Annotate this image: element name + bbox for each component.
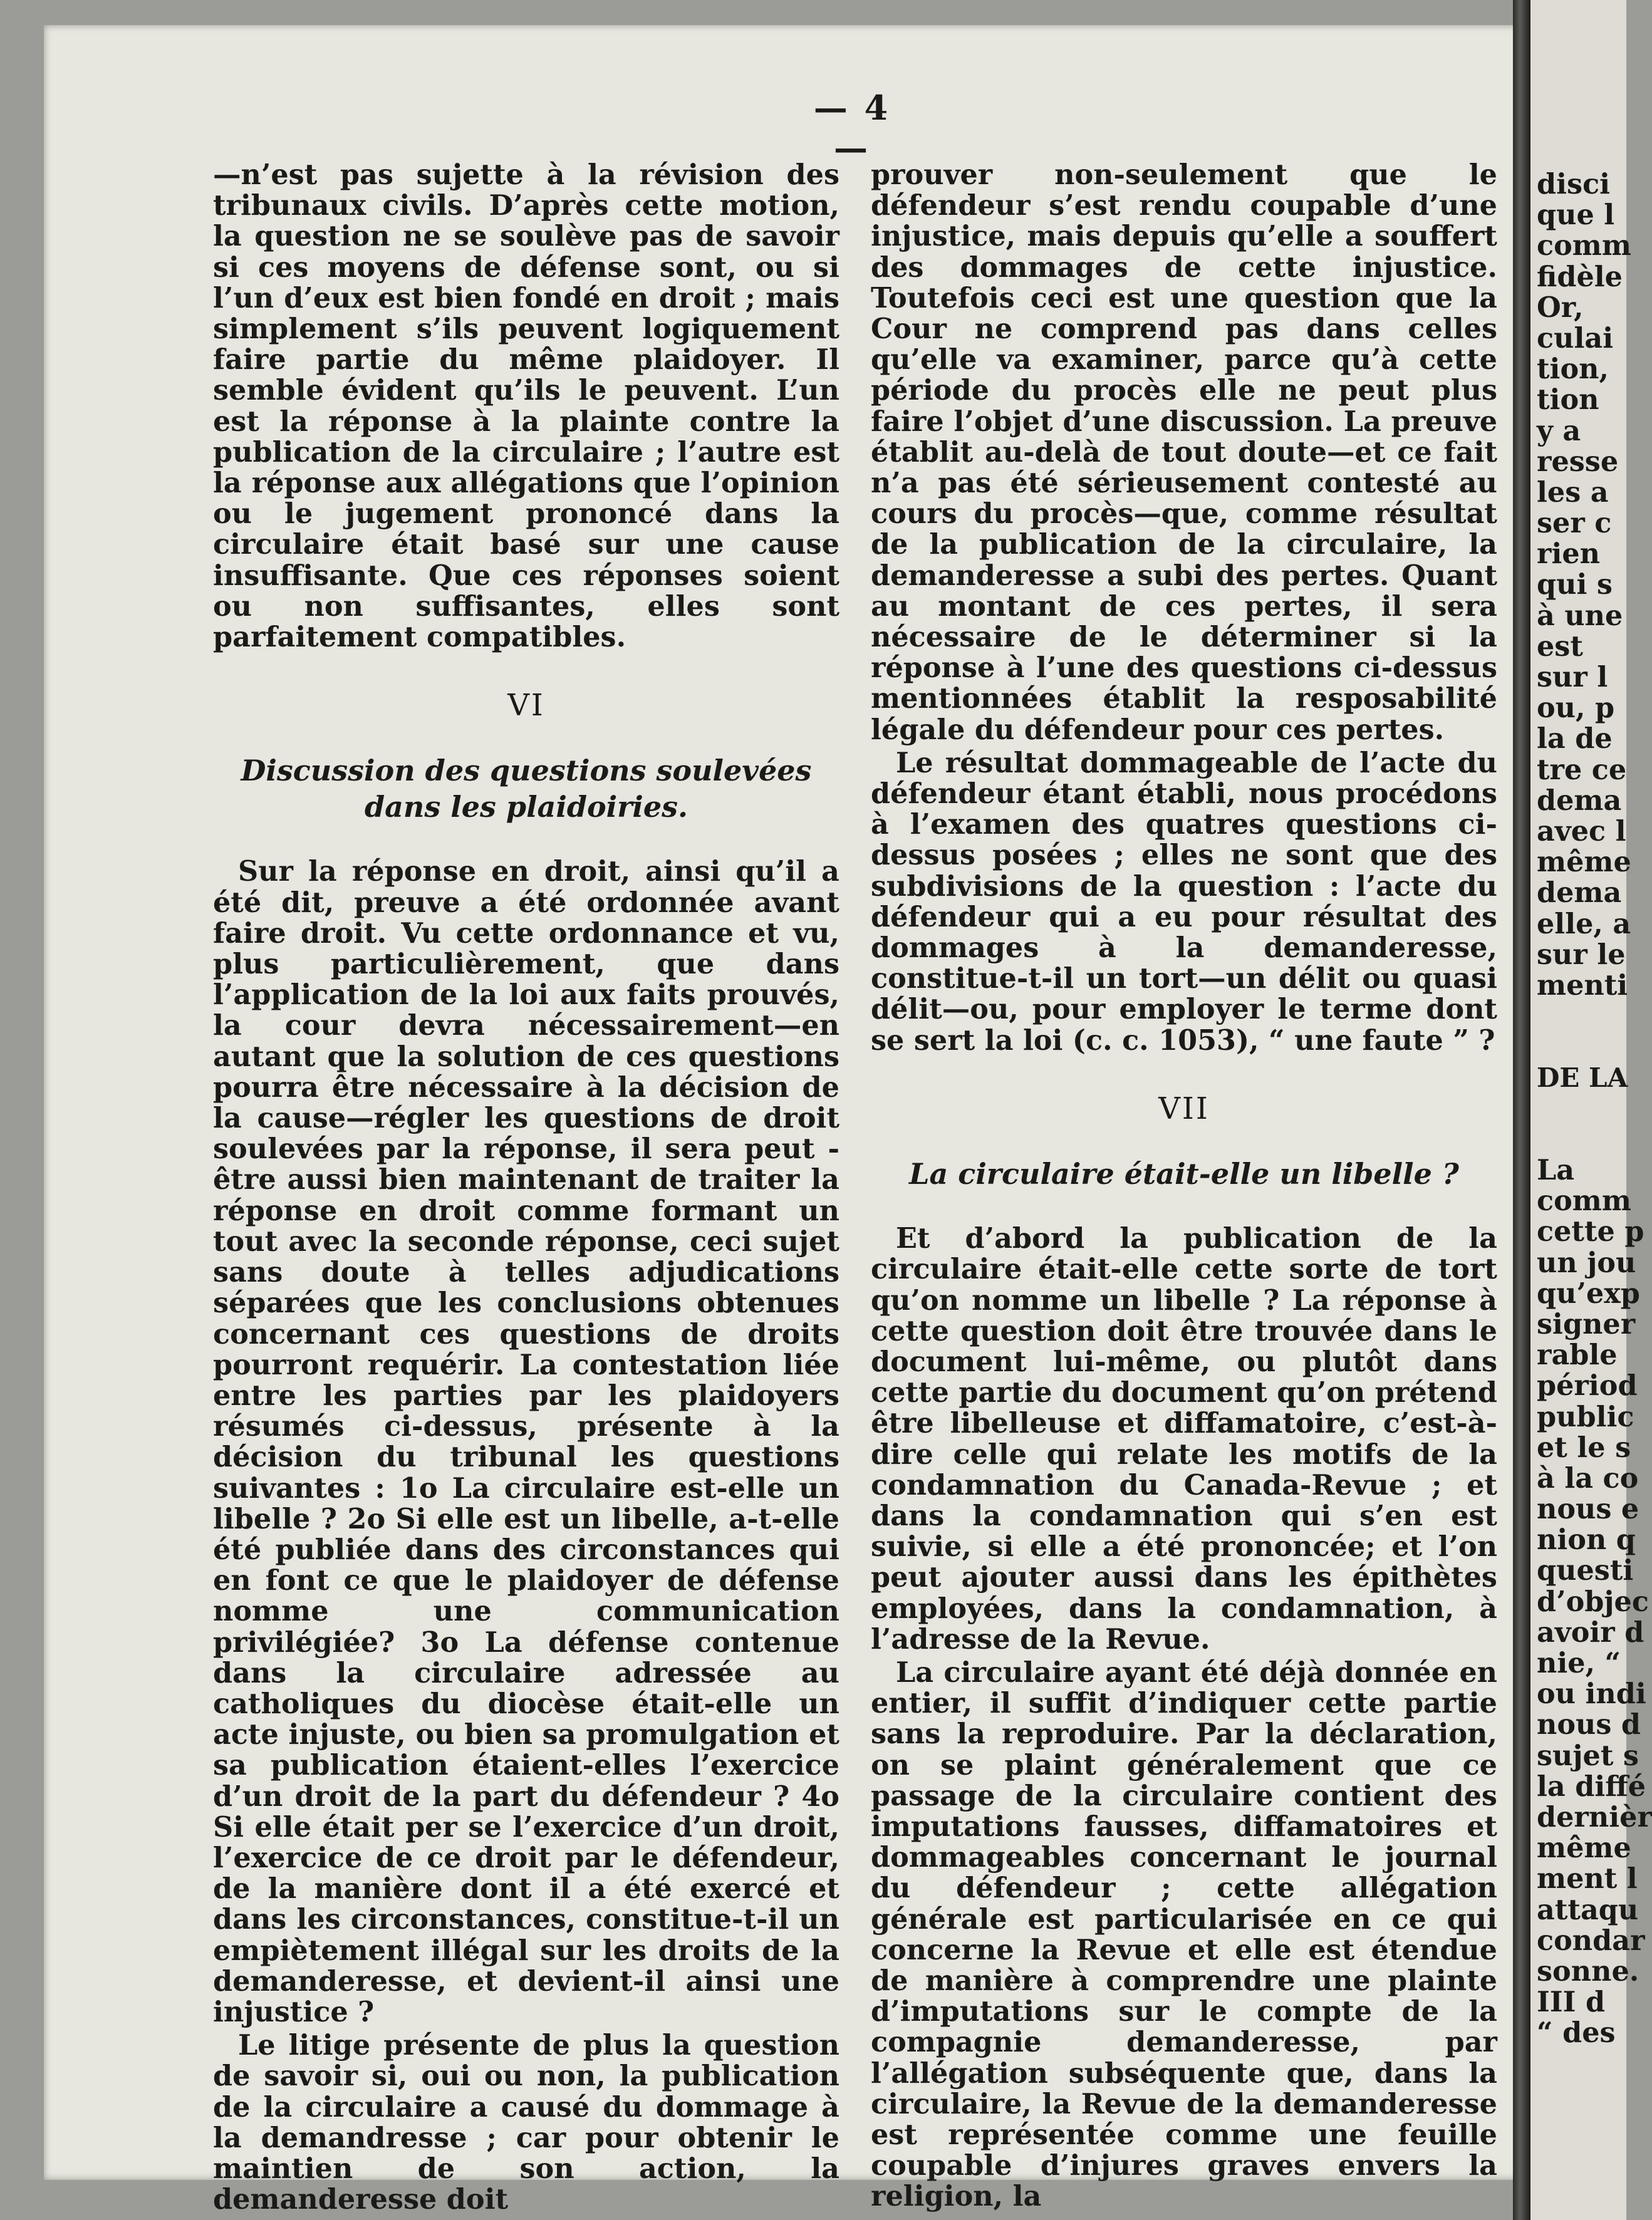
fragment-line: sur l	[1537, 661, 1608, 693]
fragment-line: sujet s	[1537, 1739, 1639, 1772]
fragment-line	[1537, 1124, 1643, 1155]
fragment-line: culai	[1537, 321, 1614, 355]
fragment-line: menti	[1537, 968, 1628, 1002]
fragment-line	[1537, 1001, 1643, 1032]
fragment-line: sur le	[1537, 938, 1626, 971]
fragment-line: et le s	[1537, 1431, 1631, 1464]
adjacent-page-text	[1537, 168, 1652, 2050]
paragraph: prouver non-seulement que le défendeur s’est rendu coupable d’une injustice, mais depuis qu’elle a souffert des dommages de cette injustice. Toutefois ceci est une question que la Cour ne comprend pas dans celles qu’elle va examiner, parce qu’à cette période du procès elle ne peut plus faire l’objet d’une discussion. La preuve établit au-delà de tout doute—et ce fait n’a pas été sérieusement contesté au cours du procès—que, comme résultat de la publication de la circulaire, la demanderesse a subi des pertes. Quant au montant de ces pertes, il sera nécessaire de le déterminer si la réponse à l’une des questions ci-dessus mentionnées établit la resposabilité légale du défendeur pour ces pertes.	[871, 158, 1497, 746]
fragment-line: “ des	[1537, 2016, 1616, 2050]
fragment-line: tre ce	[1537, 753, 1627, 786]
fragment-line: qui s	[1537, 568, 1613, 601]
fragment-line: tion	[1537, 383, 1599, 417]
section-number: VI	[507, 688, 545, 724]
fragment-line: nous d	[1537, 1708, 1641, 1741]
fragment-line: dernièr	[1537, 1800, 1652, 1834]
fragment-line: les a	[1537, 475, 1609, 509]
fragment-line: même	[1537, 1832, 1631, 1865]
fragment-line: dema	[1537, 784, 1622, 817]
adjacent-page-fragment	[1530, 0, 1652, 2220]
fragment-line: sonne.	[1537, 1954, 1639, 1988]
section-title: La circulaire était-elle un libelle ?	[909, 1157, 1459, 1191]
fragment-line: fidèle	[1537, 260, 1623, 293]
fragment-line: signer	[1537, 1307, 1636, 1341]
fragment-line: disci	[1537, 168, 1611, 200]
fragment-line: ment l	[1537, 1862, 1638, 1896]
fragment-line: un jou	[1537, 1246, 1636, 1279]
fragment-line: DE LA	[1537, 1062, 1628, 1094]
fragment-line: à une	[1537, 599, 1623, 632]
fragment-line: d’objec	[1537, 1585, 1649, 1618]
fragment-line: rable	[1537, 1339, 1618, 1372]
fragment-line: la diffé	[1537, 1770, 1646, 1803]
paragraph: —n’est pas sujette à la révision des tribunaux civils. D’après cette motion, la question ne se soulève pas de savoir si ces moyens de défense sont, ou si l’un d’eux est bien fondé en droit ; mais simplement s’ils peuvent logiquement faire partie du même plaidoyer. Il semble évident qu’ils le peuvent. L’un est la réponse à la plainte contre la publication de la circulaire ; l’autre est la réponse aux allégations que l’opinion ou le jugement prononcé dans la circulaire était basé sur une cause insuffisante. Que ces réponses soient ou non suffisantes, elles sont parfaitement compatibles.	[213, 158, 839, 654]
fragment-line: resse	[1537, 445, 1619, 478]
fragment-line: nie, “	[1537, 1647, 1621, 1679]
fragment-line: avoir d	[1537, 1616, 1644, 1649]
fragment-line: questi	[1537, 1554, 1634, 1587]
fragment-line	[1537, 1032, 1643, 1062]
fragment-line: elle, a	[1537, 907, 1631, 940]
fragment-line: attaqu	[1537, 1893, 1639, 1926]
fragment-line: y a	[1537, 414, 1581, 447]
paragraph: Le résultat dommageable de l’acte du défendeur étant établi, nous procédons à l’examen des quatres questions ci-dessus posées ; elles ne sont que des subdivisions de la question : l’acte du défendeur qui a eu pour résultat des dommages à la demanderesse, constitue-t-il un tort—un délit ou quasi délit—ou, pour employer le terme dont se sert la loi (c. c. 1053), “ une faute ” ?	[871, 746, 1497, 1057]
page-fold	[1513, 0, 1530, 2220]
fragment-line: avec l	[1537, 814, 1626, 848]
fragment-line: cette p	[1537, 1215, 1644, 1248]
fragment-line: comm	[1537, 229, 1631, 262]
fragment-line: Or,	[1537, 291, 1584, 324]
fragment-line: nion q	[1537, 1523, 1636, 1557]
left-column	[213, 160, 839, 2217]
fragment-line: la de	[1537, 722, 1613, 755]
fragment-line: à la co	[1537, 1461, 1639, 1495]
fragment-line: que l	[1537, 199, 1615, 232]
paragraph: Sur la réponse en droit, ainsi qu’il a été dit, preuve a été ordonnée avant faire droit. Vu cette ordonnance et vu, plus particulièrement, que dans l’application de la loi aux faits prouvés, la cour devra nécessairement—en autant que la solution de ces questions pourra être nécessaire à la décision de la cause—régler les questions de droit soulevées par la réponse, il sera peut - être aussi bien maintenant de traiter la réponse en droit comme formant un tout avec la seconde réponse, ceci sujet sans doute à telles adjudications séparées que les conclusions obtenues concernant ces questions de droits pourront requérir. La contestation liée entre les parties par les plaidoyers résumés ci-dessus, présente à la décision du tribunal les questions suivantes : 1o La circulaire est-elle un libelle ? 2o Si elle est un libelle, a-t-elle été publiée dans des circonstances qui en font ce que le plaidoyer de défense nomme une communication privilégiée? 3o La défense contenue dans la circulaire adressée au catholiques du diocèse était-elle un acte injuste, ou bien sa promulgation et sa publication étaient-elles l’exercice d’un droit de la part du défendeur ? 4o Si elle était per se l’exercice d’un droit, l’exercice de ce droit par le défendeur, de la manière dont il a été exercé et dans les circonstances, constitue-t-il un empiètement illégal sur les droits de la demanderesse, et devient-il ainsi une injustice ?	[213, 855, 839, 2028]
section-title: Discussion des questions soulevées dans les plaidoiries.	[241, 754, 812, 824]
section-number: VII	[1158, 1091, 1210, 1126]
fragment-line: périod	[1537, 1369, 1638, 1403]
fragment-line: nous e	[1537, 1493, 1639, 1526]
fragment-line: rien	[1537, 537, 1601, 571]
paragraph: La circulaire ayant été déjà donnée en entier, il suffit d’indiquer cette partie sans la reproduire. Par la déclaration, on se plaint généralement que ce passage de la circulaire contient des imputations fausses, diffamatoires et dommageables concernant le journal du défendeur ; cette allégation générale est particularisée en ce qui concerne la Revue et elle est étendue de manière à comprendre une plainte d’imputations sur le compte de la compagnie demanderesse, par l’allégation subséquente que, dans la circulaire, la Revue de la demanderesse est représentée comme une feuille coupable d’injures graves envers la religion, la	[871, 1656, 1497, 2213]
fragment-line: est	[1537, 630, 1583, 663]
fragment-line: dema	[1537, 876, 1622, 910]
fragment-line: ser c	[1537, 507, 1612, 540]
paragraph: Le litige présente de plus la question de savoir si, oui ou non, la publication de la circulaire a causé du dommage à la demandresse ; car pour obtenir le maintien de son action, la demanderesse doit	[213, 2029, 839, 2216]
fragment-line: public	[1537, 1400, 1634, 1433]
fragment-line: même	[1537, 846, 1631, 879]
fragment-line: III d	[1537, 1986, 1606, 2019]
fragment-line	[1537, 1094, 1643, 1124]
page-number: — 4 —	[813, 88, 891, 168]
fragment-line: ou, p	[1537, 692, 1615, 725]
paragraph: Et d’abord la publication de la circulaire était-elle cette sorte de tort qu’on nomme un libelle ? La réponse à cette question doit être trouvée dans le document lui-même, ou plutôt dans cette partie du document qu’on prétend être libelleuse et diffamatoire, c’est-à-dire celle qui relate les motifs de la condamnation du Canada-Revue ; et dans la condamnation qui s’en est suivie, si elle a été prononcée; et l’on peut ajouter aussi dans les épithètes employées, dans la condamnation, à l’adresse de la Revue.	[871, 1222, 1497, 1656]
fragment-line: ou indi	[1537, 1678, 1646, 1711]
fragment-line: condar	[1537, 1924, 1645, 1957]
fragment-line: comm	[1537, 1185, 1631, 1218]
middle-column	[871, 160, 1497, 2215]
fragment-line: qu’exp	[1537, 1277, 1640, 1310]
fragment-line: tion,	[1537, 353, 1609, 386]
fragment-line: La	[1537, 1154, 1575, 1186]
